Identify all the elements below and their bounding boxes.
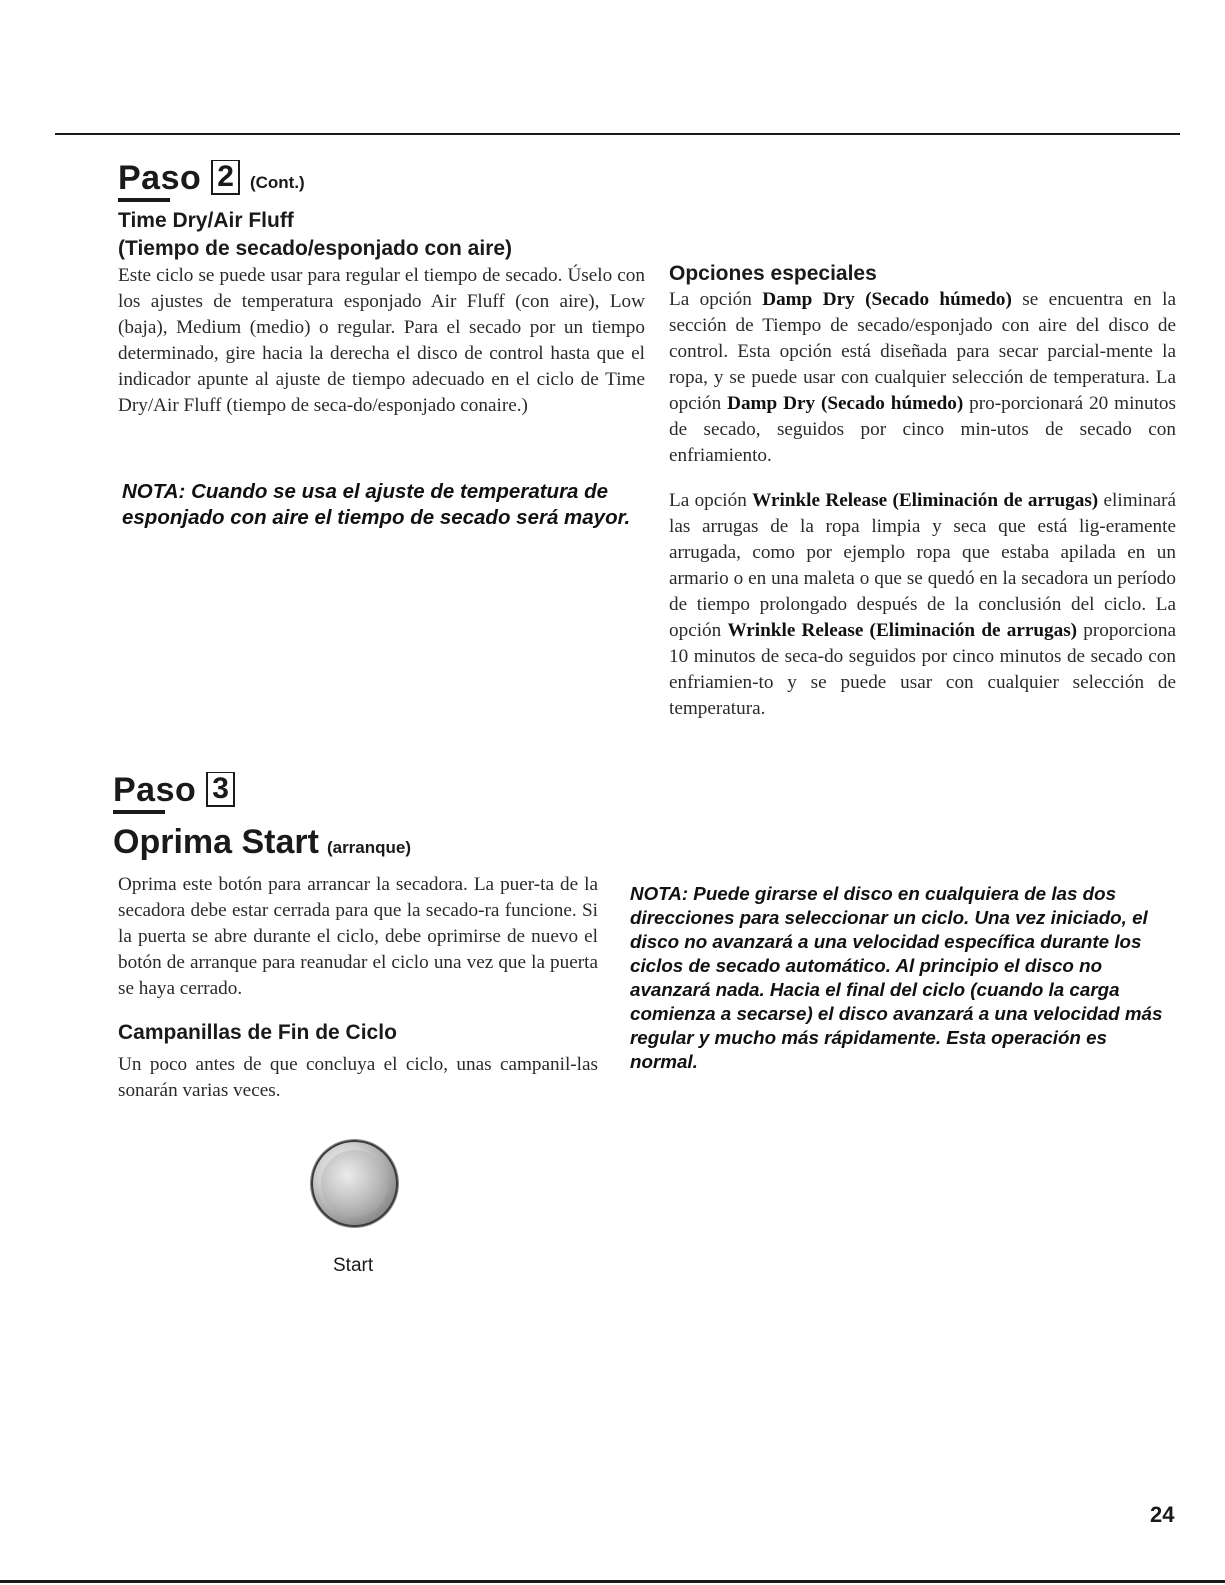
opciones-paragraph-2 xyxy=(669,488,1176,722)
opciones-p2-text-c: eliminará las arrugas de la ropa limpia y seca que está lig-eramente arrugada, como por ejemplo ropa que estaba apilada en un armario o en una maleta o que se quedó en la secadora un período de tiempo prolongado después de la conclusión del ciclo. La opción xyxy=(669,490,1176,641)
top-rule xyxy=(55,133,1180,135)
page-number: 24 xyxy=(1150,1502,1175,1527)
chimes-title: Campanillas de Fin de Ciclo xyxy=(118,1021,397,1044)
paso3-underline xyxy=(113,810,165,814)
paso3-heading xyxy=(113,772,235,814)
paso3-title-small: (arranque) xyxy=(326,838,412,857)
paso3-nota-label: NOTA: xyxy=(630,883,689,904)
paso2-nota-label: NOTA: xyxy=(122,480,186,503)
start-button-face xyxy=(321,1150,388,1217)
paso3-word: Paso xyxy=(113,771,197,809)
paso2-nota xyxy=(122,479,642,530)
opciones-title: Opciones especiales xyxy=(669,262,877,285)
paso3-nota-text: Puede girarse el disco en cualquiera de las dos direcciones para seleccionar un ciclo. Una vez iniciado, el disco no avanzará a una velocidad específica durante los ciclos de secado automático. Al principio el disco no avanzará nada. Hacia el final del ciclo (cuando la carga comienza a secarse) el disco avanzará a una velocidad más regular y mucho más rápidamente. Esta operación es normal. xyxy=(630,883,1163,1072)
paso3-nota xyxy=(630,882,1170,1074)
paso2-body: Este ciclo se puede usar para regular el tiempo de secado. Úselo con los ajustes de temperatura esponjado Air Fluff (con aire), Low (baja), Medium (medio) o regular. Para el secado por un tiempo determinado, gire hacia la derecha el disco de control hasta que el indicador apunte al ajuste de tiempo adecuado en el ciclo de Time Dry/Air Fluff (tiempo de seca-do/esponjado conaire.) xyxy=(118,265,645,416)
paso2-underline xyxy=(118,198,170,202)
wrinkle-release-term-2: Wrinkle Release (Eliminación de arrugas) xyxy=(727,620,1078,641)
paso3-title xyxy=(113,820,411,864)
opciones-paragraph-1 xyxy=(669,287,1176,469)
paso2-nota-text: Cuando se usa el ajuste de temperatura de esponjado con aire el tiempo de secado será mayor. xyxy=(122,480,631,529)
start-button-icon xyxy=(311,1140,398,1227)
paso2-number: 2 xyxy=(211,160,240,195)
opciones-p2-text-e: proporciona 10 minutos de seca-do seguidos por cinco minutos de secado con enfriamien-to y se puede usar con cualquier selección de temperatura. xyxy=(669,620,1176,719)
paso3-title-main: Oprima Start xyxy=(113,823,319,861)
opciones-p1-text-c: se encuentra en la sección de Tiempo de secado/esponjado con aire del disco de control. Esta opción está diseñada para secar parcial-mente la ropa, y se puede usar con cualquier selección de temperatura. La opción xyxy=(669,289,1176,414)
opciones-p1-text-e: pro-porcionará 20 minutos de secado, seguidos por cinco min-utos de secado con enfriamiento. xyxy=(669,393,1176,466)
damp-dry-term-2: Damp Dry (Secado húmedo) xyxy=(727,393,964,414)
opciones-p1-text-a: La opción xyxy=(669,289,763,310)
start-label: Start xyxy=(333,1255,374,1276)
paso3-body: Oprima este botón para arrancar la secadora. La puer-ta de la secadora debe estar cerrada para que la secado-ra funcione. Si la puerta se abre durante el ciclo, debe oprimirse de nuevo el botón de arranque para reanudar el ciclo una vez que la puerta se haya cerrado. xyxy=(118,874,598,999)
paso2-subtitle-es: (Tiempo de secado/esponjado con aire) xyxy=(118,237,513,260)
wrinkle-release-term: Wrinkle Release (Eliminación de arrugas) xyxy=(752,490,1099,511)
paso2-word: Paso xyxy=(118,159,202,197)
opciones-p2-text-a: La opción xyxy=(669,490,753,511)
bottom-rule xyxy=(0,1580,1225,1583)
paso2-cont: (Cont.) xyxy=(249,173,305,192)
damp-dry-term: Damp Dry (Secado húmedo) xyxy=(762,289,1012,310)
paso2-subtitle-en: Time Dry/Air Fluff xyxy=(118,209,294,232)
chimes-body: Un poco antes de que concluya el ciclo, unas campanil-las sonarán varias veces. xyxy=(118,1054,598,1101)
paso3-number: 3 xyxy=(206,772,235,807)
paso2-heading xyxy=(118,160,305,202)
